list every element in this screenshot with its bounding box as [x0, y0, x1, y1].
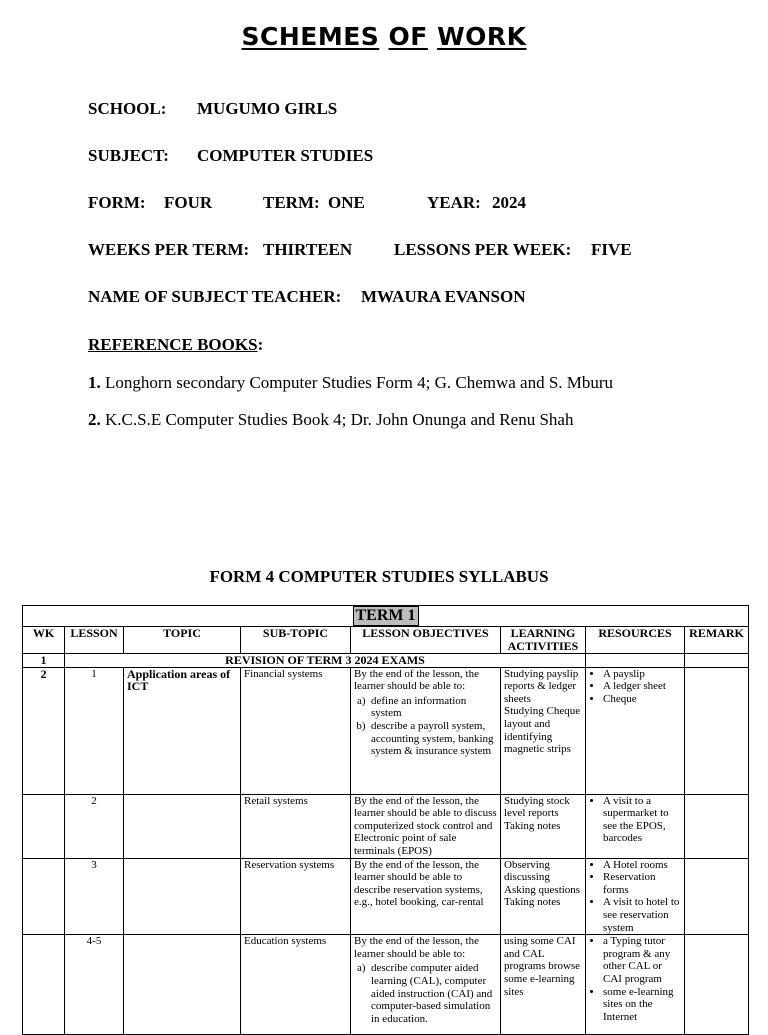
school-label: SCHOOL:	[88, 99, 167, 118]
resources-list	[589, 795, 681, 845]
resources-cell	[586, 935, 685, 1035]
term-value: ONE	[328, 193, 365, 212]
column-header: LEARNING ACTIVITIES	[501, 627, 586, 654]
table-row	[23, 667, 749, 794]
year-label: YEAR:	[427, 193, 481, 212]
scheme-table	[22, 605, 749, 1035]
lesson-cell: 4-5	[65, 935, 124, 1035]
column-header: REMARK	[685, 627, 749, 654]
objectives-list	[354, 962, 497, 1025]
school-value: MUGUMO GIRLS	[197, 99, 338, 118]
column-header: LESSON OBJECTIVES	[351, 627, 501, 654]
weeks-label: WEEKS PER TERM:	[88, 240, 250, 259]
activity-item: discussing	[504, 871, 550, 884]
resource-item: • A Hotel rooms	[603, 859, 681, 872]
column-header: TOPIC	[124, 627, 241, 654]
activity-item: Taking notes	[504, 819, 561, 832]
activity-item: Studying Cheque layout and identifying magnetic strips	[504, 705, 581, 756]
activities-cell	[501, 794, 586, 858]
activities-cell	[501, 667, 586, 794]
subtopic-cell: Reservation systems	[241, 858, 351, 935]
column-header: SUB-TOPIC	[241, 627, 351, 654]
objectives-cell	[351, 935, 501, 1035]
title-word: OF	[388, 22, 428, 51]
table-row	[23, 794, 749, 858]
weeks-value: THIRTEEN	[263, 240, 353, 259]
column-header: WK	[23, 627, 65, 654]
objective-item: a. describe computer aided learning (CAL), computer aided instruction (CAI) and computer-based simulation in education.	[371, 962, 497, 1025]
activities-cell	[501, 858, 586, 935]
column-header: LESSON	[65, 627, 124, 654]
lessons-label: LESSONS PER WEEK:	[394, 240, 572, 259]
reference-book: 1. Longhorn secondary Computer Studies Form 4; G. Chemwa and S. Mburu	[88, 373, 614, 392]
lesson-cell: 1	[65, 667, 124, 794]
syllabus-title: FORM 4 COMPUTER STUDIES SYLLABUS	[209, 567, 549, 586]
subject-label: SUBJECT:	[88, 146, 169, 165]
objectives-intro: By the end of the lesson, the learner should be able to discuss computerized stock control and Electronic point of sale terminals (EPOS)	[354, 794, 497, 857]
title-word: SCHEMES	[241, 22, 380, 51]
remark-cell	[685, 935, 749, 1035]
objectives-intro: By the end of the lesson, the learner should be able to:	[354, 667, 479, 693]
subtopic-cell: Financial systems	[241, 667, 351, 794]
form-value: FOUR	[164, 193, 213, 212]
activity-item: Taking notes	[504, 896, 561, 909]
objectives-list	[354, 695, 497, 758]
resource-item: • A visit to a supermarket to see the EPOS, barcodes	[603, 795, 681, 845]
resource-item: • a Typing tutor program & any other CAL or CAI program	[603, 935, 681, 985]
resources-cell	[586, 858, 685, 935]
form-label: FORM:	[88, 193, 146, 212]
table-row	[23, 935, 749, 1035]
resource-item: • A visit to hotel to see reservation system	[603, 896, 681, 934]
lesson-cell: 2	[65, 794, 124, 858]
remark-cell	[685, 667, 749, 794]
column-header: RESOURCES	[586, 627, 685, 654]
resources-cell	[586, 667, 685, 794]
remark-cell	[685, 858, 749, 935]
resource-item: • A payslip	[603, 668, 681, 681]
topic-cell	[124, 858, 241, 935]
resource-item: • some e-learning sites on the Internet	[603, 986, 681, 1024]
objectives-cell	[351, 667, 501, 794]
resource-item: • Reservation forms	[603, 871, 681, 896]
objectives-intro: By the end of the lesson, the learner should be able to:	[354, 935, 479, 960]
resources-cell	[586, 794, 685, 858]
resources-list	[589, 668, 681, 706]
week-cell: 1	[23, 654, 65, 668]
objective-item: b. describe a payroll system, accounting system, banking system & insurance system	[371, 720, 497, 758]
teacher-label: NAME OF SUBJECT TEACHER:	[88, 287, 342, 306]
table-row	[23, 858, 749, 935]
remark-cell	[685, 794, 749, 858]
activity-item: Asking questions	[504, 883, 581, 896]
week-cell	[23, 935, 65, 1035]
reference-book: 2. K.C.S.E Computer Studies Book 4; Dr. John Onunga and Renu Shah	[88, 410, 574, 429]
term-label: TERM:	[263, 193, 320, 212]
reference-heading: REFERENCE BOOKS:	[88, 335, 264, 354]
subtopic-cell: Retail systems	[241, 794, 351, 858]
topic-cell	[124, 935, 241, 1035]
resource-item: • Cheque	[603, 693, 681, 706]
week-cell	[23, 858, 65, 935]
teacher-value: MWAURA EVANSON	[361, 287, 526, 306]
topic-cell	[124, 794, 241, 858]
activity-item: Observing	[504, 858, 550, 871]
objective-item: a. define an information system	[371, 695, 497, 720]
revision-cell: REVISION OF TERM 3 2024 EXAMS	[65, 654, 586, 668]
term-row	[23, 606, 749, 627]
activity-item: Studying payslip reports & ledger sheets	[504, 667, 579, 705]
subtopic-cell: Education systems	[241, 935, 351, 1035]
activities-cell	[501, 935, 586, 1035]
term-label: TERM 1	[353, 606, 419, 626]
lessons-value: FIVE	[591, 240, 632, 259]
objectives-cell	[351, 858, 501, 935]
week-cell	[23, 794, 65, 858]
year-value: 2024	[492, 193, 526, 212]
resource-item: • A ledger sheet	[603, 680, 681, 693]
table-row	[23, 654, 749, 668]
week-cell: 2	[23, 667, 65, 794]
topic-cell: Application areas of ICT	[124, 667, 241, 794]
activity-item: using some CAI and CAL programs browse some e-learning sites	[504, 935, 581, 998]
resources-list	[589, 935, 681, 1023]
activity-item: Studying stock level reports	[504, 794, 570, 820]
subject-value: COMPUTER STUDIES	[197, 146, 374, 165]
title-word: WORK	[437, 22, 527, 51]
objectives-intro: By the end of the lesson, the learner should be able to describe reservation systems, e.g., hotel booking, car-rental	[354, 858, 484, 909]
header-row	[23, 627, 749, 654]
page-title	[0, 22, 768, 51]
objectives-cell	[351, 794, 501, 858]
resources-list	[589, 859, 681, 935]
lesson-cell: 3	[65, 858, 124, 935]
